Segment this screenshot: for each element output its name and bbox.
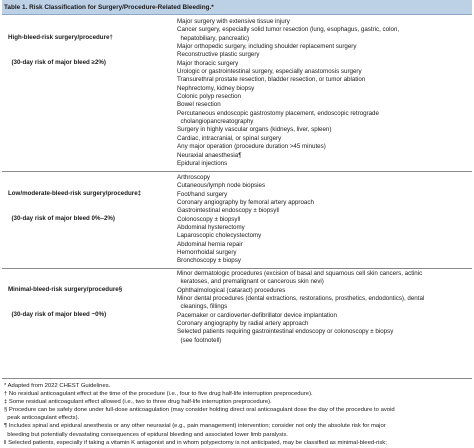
group-divider [2,268,472,269]
procedure-item: Cancer surgery, especially solid tumor resection (lung, esophagus, gastric, colon, [177,26,400,34]
procedure-item: Major surgery with extensive tissue injury [177,18,290,25]
table-bottom-rule [2,378,472,379]
procedure-item: Transurethral prostate resection, bladder resection, or tumor ablation [177,76,366,84]
procedure-item: Epidural injections [177,159,228,167]
procedure-item: Nephrectomy, kidney biopsy [177,84,255,92]
procedure-item: Percutaneous endoscopic gastrostomy placement, endoscopic retrograde [177,109,379,117]
footnote: ‡ Some residual anticoagulant effect allowed (i.e., two to three drug half-life interruption preprocedure). [4,399,272,406]
procedure-item: Neuraxial anaesthesia¶ [177,151,242,159]
group-heading-line2: (30-day risk of major bleed ≥2%) [8,59,106,67]
footnote: * Adapted from 2022 CHEST Guidelines. [4,383,111,389]
procedure-list-high [177,18,399,168]
procedure-item: Cutaneous/lymph node biopsies [177,182,266,190]
procedure-item: Colonoscopy ± biopsy‖ [177,215,241,223]
procedure-list-low-moderate [177,174,314,266]
procedure-item: Minor dental procedures (dental extractions, restorations, prosthetics, endodontics), dental [177,295,425,303]
procedure-item: Reconstructive plastic surgery [177,51,260,59]
procedure-item: Ophthalmological (cataract) procedures [177,286,286,294]
procedure-item: Surgery in highly vascular organs (kidneys, liver, spleen) [177,126,332,134]
footnote: bleeding but potentially devastating consequences of epidural bleeding and associated lower limb paralysis. [4,431,288,438]
group-heading-line1: Low/moderate-bleed-risk surgery/procedure‡ [8,190,142,198]
procedure-item: Major orthopedic surgery, including shoulder replacement surgery [177,43,357,51]
procedure-item: Abdominal hernia repair [177,240,243,248]
procedure-item: Arthroscopy [177,174,211,181]
procedure-item: Cardiac, intracranial, or spinal surgery [177,134,282,142]
procedure-item: Abdominal hysterectomy [177,224,245,232]
footnote: † No residual anticoagulant effect at the time of the procedure (i.e., four to five drug half-life interruption preprocedure). [4,391,313,398]
footnote: § Procedure can be safely done under full-dose anticoagulation (may consider holding direct oral anticoagulant dose the day of the procedure to avoid [4,407,395,414]
procedure-item: Foot/hand surgery [177,190,228,198]
procedure-item: Pacemaker or cardioverter-defibrillator device implantation [177,311,337,319]
procedure-item: Hemorrhoidal surgery [177,249,237,257]
procedure-item: Selected patients requiring gastrointestinal endoscopy or colonoscopy ± biopsy [177,328,394,336]
procedure-item: Urologic or gastrointestinal surgery, especially anastomosis surgery [177,68,362,76]
risk-classification-table [2,0,472,448]
group-heading-line1: Minimal-bleed-risk surgery/procedure§ [8,286,123,294]
footnote: ‖ Selected patients, especially if taking a vitamin K antagonist and in whom polypectomy is not anticipated, may be classified as minimal-bleed-risk; [4,439,387,446]
procedure-item: keratoses, and premalignant or cancerous skin nevi) [177,278,324,286]
procedure-list-minimal [177,270,424,345]
procedure-item: Gastrointestinal endoscopy ± biopsy‖ [177,207,279,215]
group-heading-minimal [8,270,122,336]
procedure-item: cholangiopancreatography [177,118,254,126]
group-heading-line2: (30-day risk of major bleed 0%–2%) [8,215,115,223]
footnote: ¶ Includes spinal and epidural anesthesia or any other neuraxial (e.g., pain management) intervention; consider not only the absolute risk for major [4,423,386,430]
procedure-item: Colonic polyp resection [177,93,241,101]
footnotes [4,382,395,447]
group-heading-high [8,18,113,84]
procedure-item: Bronchoscopy ± biopsy [177,257,241,265]
group-heading-low-moderate [8,174,141,240]
procedure-item: (see footnote‖) [177,336,222,344]
group-heading-line2: (30-day risk of major bleed ~0%) [8,311,107,319]
procedure-item: Laparoscopic cholecystectomy [177,232,262,240]
table-title: Table 1. Risk Classification for Surgery/Procedure-Related Bleeding.* [2,0,472,15]
procedure-item: Coronary angiography by radial artery approach [177,320,309,328]
procedure-item: cleanings, fillings [177,303,228,311]
procedure-item: Minor dermatologic procedures (excision of basal and squamous cell skin cancers, actinic [177,270,423,277]
group-heading-line1: High-bleed-risk surgery/procedure† [8,34,113,42]
footnote: peak anticoagulant effects). [4,415,80,422]
procedure-item: Coronary angiography by femoral artery approach [177,199,314,207]
group-divider [2,171,472,172]
procedure-item: hepatobiliary, pancreatic) [177,34,250,42]
procedure-item: Major thoracic surgery [177,59,239,67]
procedure-item: Bowel resection [177,101,221,109]
procedure-item: Any major operation (procedure duration >45 minutes) [177,143,326,151]
